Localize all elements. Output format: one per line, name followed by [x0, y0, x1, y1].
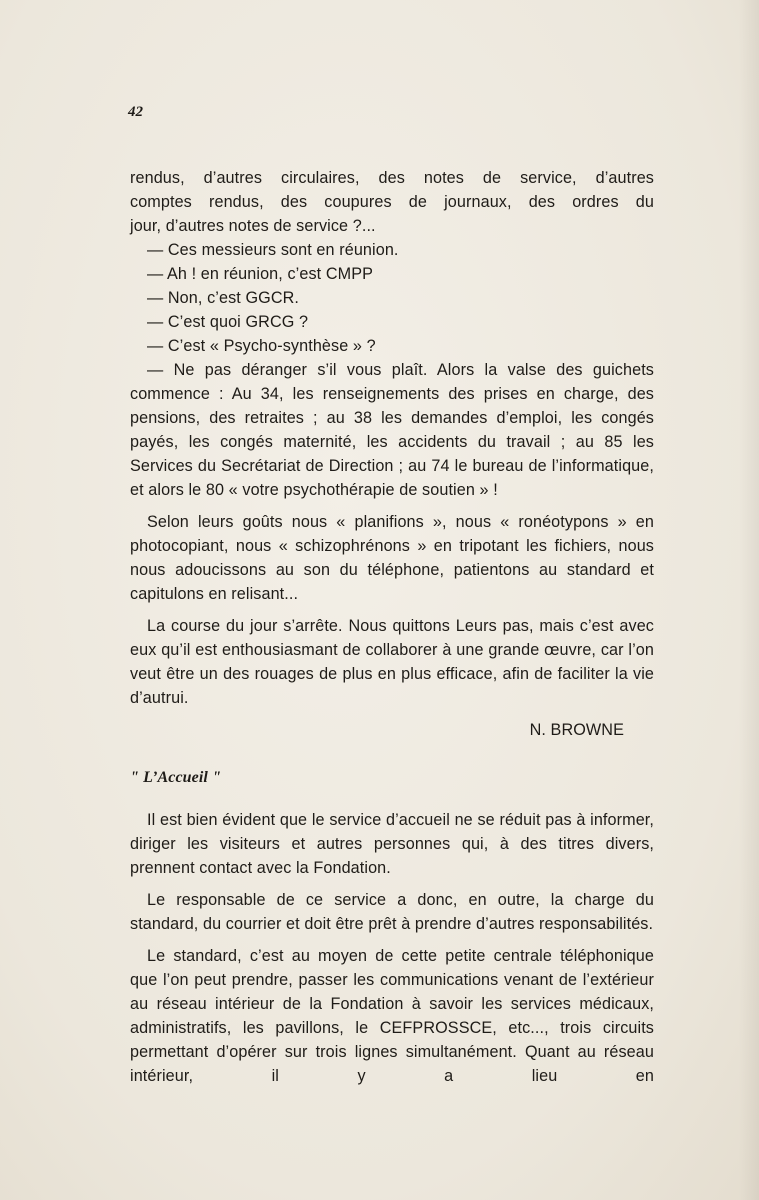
paragraph: rendus, d’autres circulaires, des notes de service, d’autres — [130, 169, 654, 187]
paragraph: — C’est quoi GRCG ? — [147, 313, 309, 331]
paragraph: — Non, c’est GGCR. — [147, 289, 300, 307]
paragraph: Le responsable de ce service a donc, en outre, la charge du standard, du courrier et doit être prêt à prendre d’autres responsabilités. — [130, 891, 654, 933]
paragraph: comptes rendus, des coupures de journaux, des ordres du — [130, 193, 654, 211]
paragraph: Le standard, c’est au moyen de cette petite centrale téléphonique que l’on peut prendre, passer les communications venant de l’extérieur au réseau intérieur de la Fondation à savoir les services médicaux, administratifs, les pavillons, le CEFPROSSCE, etc..., trois circuits permettant d’opérer sur trois lignes simultanément. Quant au réseau intérieur, il y a lieu en — [130, 947, 654, 1085]
page-number: 42 — [128, 104, 143, 120]
body-text — [130, 166, 654, 1088]
paragraph: Selon leurs goûts nous « planifions », nous « ronéotypons » en photocopiant, nous « schizophrénons » en tripotant les fichiers, nous nous adoucissons au son du téléphone, patientons au standard et capitulons en relisant... — [130, 513, 654, 603]
paragraph: Il est bien évident que le service d’accueil ne se réduit pas à informer, diriger les visiteurs et autres personnes qui, à des titres divers, prennent contact avec la Fondation. — [130, 811, 654, 877]
paragraph: jour, d’autres notes de service ?... — [130, 217, 376, 235]
section-heading: " L’Accueil " — [130, 769, 222, 786]
paragraph: — Ah ! en réunion, c’est CMPP — [147, 265, 374, 283]
paragraph: — Ces messieurs sont en réunion. — [147, 241, 399, 259]
page-edge-shadow — [739, 0, 759, 1200]
paragraph: La course du jour s’arrête. Nous quittons Leurs pas, mais c’est avec eux qu’il est enthousiasmant de collaborer à une grande œuvre, car l’on veut être un des rouages de plus en plus efficace, afin de faciliter la vie d’autrui. — [130, 617, 654, 707]
signature: N. BROWNE — [529, 721, 624, 739]
paragraph: — Ne pas déranger s’il vous plaît. Alors la valse des guichets commence : Au 34, les renseignements des prises en charge, des pensions, des retraites ; au 38 les demandes d’emploi, les congés payés, les congés maternité, les accidents du travail ; au 85 les Services du Secrétariat de Direction ; au 74 le bureau de l’informatique, et alors le 80 « votre psychothérapie de soutien » ! — [130, 361, 654, 499]
paragraph: — C’est « Psycho-synthèse » ? — [147, 337, 376, 355]
